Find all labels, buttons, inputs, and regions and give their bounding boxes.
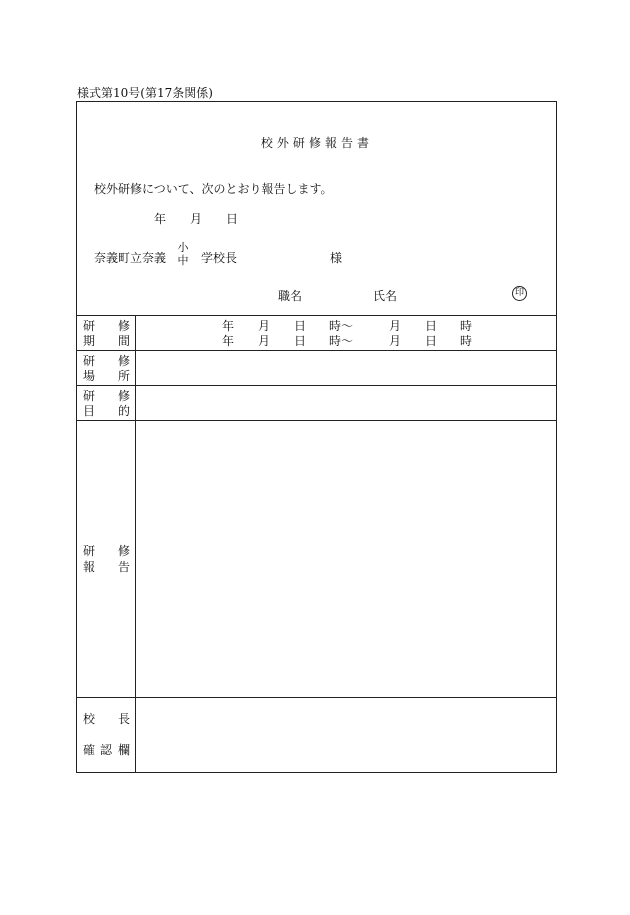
purpose-label-2b: 的 [118, 404, 131, 418]
period-r2-hour-from: 時〜 [329, 334, 354, 348]
period-label-1a: 研 [83, 319, 96, 333]
divider-purpose-report [76, 420, 557, 421]
date-day: 日 [226, 212, 239, 226]
period-label-1b: 修 [118, 319, 131, 333]
place-label-1b: 修 [118, 354, 131, 368]
report-label-1a: 研 [83, 544, 96, 558]
school-type-elementary: 小 [177, 241, 189, 254]
addressee-principal: 学校長 [201, 251, 238, 265]
period-r1-hour-to: 時 [460, 319, 473, 333]
addressee-town: 奈義町立奈義 [94, 251, 167, 265]
period-r2-day-to: 日 [425, 334, 438, 348]
period-r1-hour-from: 時〜 [329, 319, 354, 333]
place-label-1a: 研 [83, 354, 96, 368]
divider-period-place [76, 350, 557, 351]
check-label-1a: 校 [83, 712, 96, 726]
place-label-2b: 所 [118, 369, 131, 383]
label-column-divider [135, 315, 136, 773]
form-title: 校 外 研 修 報 告 書 [260, 136, 370, 150]
form-frame [76, 101, 557, 773]
period-r1-day: 日 [294, 319, 307, 333]
period-label-2a: 期 [83, 334, 96, 348]
divider-header-table [76, 315, 557, 316]
period-r2-hour-to: 時 [460, 334, 473, 348]
purpose-label-1b: 修 [118, 389, 131, 403]
intro-text: 校外研修について、次のとおり報告します。 [94, 182, 333, 196]
period-r1-year: 年 [222, 319, 235, 333]
period-r2-month-to: 月 [389, 334, 402, 348]
school-type-stack [176, 241, 190, 267]
school-type-junior: 中 [177, 254, 189, 267]
position-label: 職名 [278, 289, 303, 303]
period-r1-month-to: 月 [389, 319, 402, 333]
place-label-2a: 場 [83, 369, 96, 383]
period-r2-month: 月 [258, 334, 271, 348]
report-label-1b: 修 [118, 544, 131, 558]
purpose-label-2a: 目 [83, 404, 96, 418]
addressee-honorific: 様 [330, 251, 343, 265]
date-year: 年 [154, 212, 167, 226]
period-r2-year: 年 [222, 334, 235, 348]
check-label-2b: 認 [100, 743, 113, 757]
seal-mark: 印 [512, 286, 527, 301]
period-r1-day-to: 日 [425, 319, 438, 333]
name-label: 氏名 [373, 289, 398, 303]
purpose-label-1a: 研 [83, 389, 96, 403]
report-label-2b: 告 [118, 560, 131, 574]
period-r1-month: 月 [258, 319, 271, 333]
date-month: 月 [190, 212, 203, 226]
check-label-1b: 長 [118, 712, 131, 726]
check-label-2a: 確 [83, 743, 96, 757]
period-r2-day: 日 [294, 334, 307, 348]
form-number: 様式第10号(第17条関係) [77, 86, 213, 100]
report-label-2a: 報 [83, 560, 96, 574]
period-label-2b: 間 [118, 334, 131, 348]
divider-place-purpose [76, 385, 557, 386]
check-label-2c: 欄 [118, 743, 131, 757]
divider-report-check [76, 697, 557, 698]
